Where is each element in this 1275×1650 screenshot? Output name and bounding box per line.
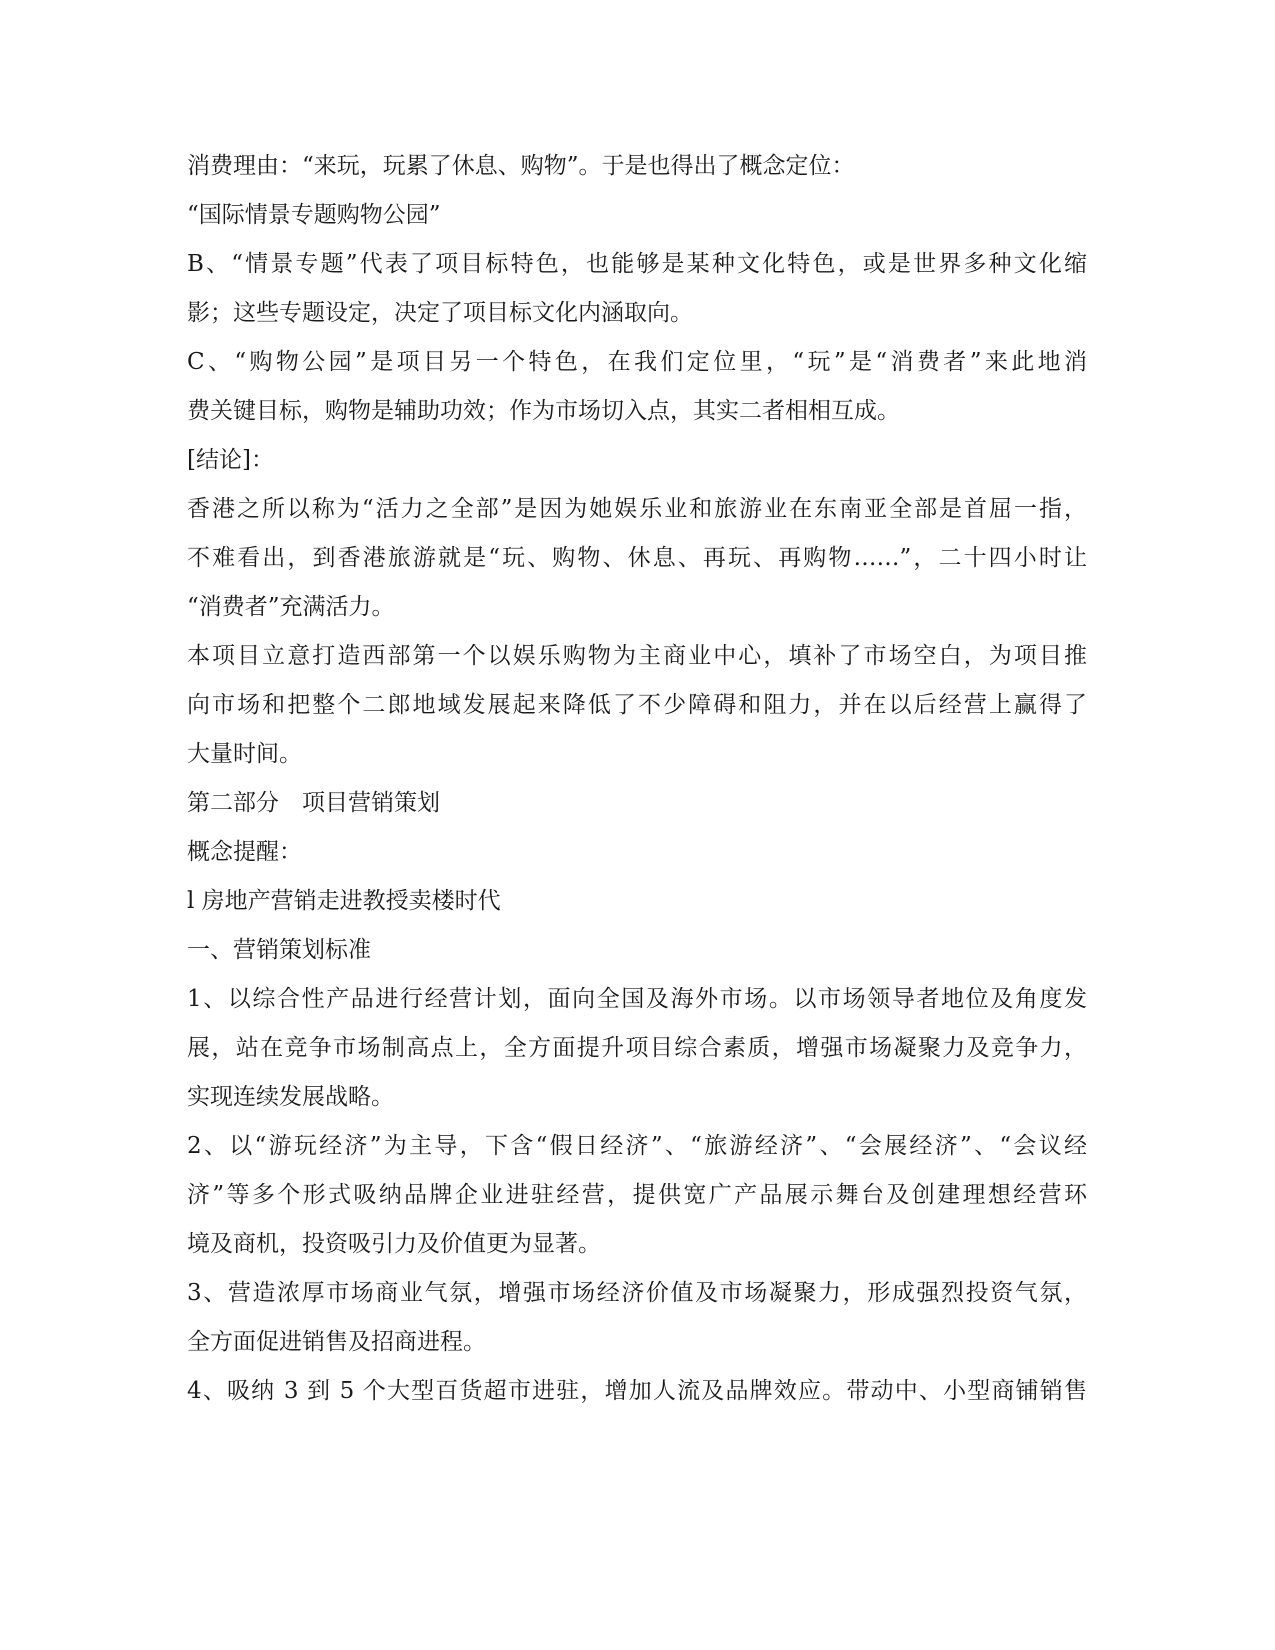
text-line: C、“购物公园”是项目另一个特色，在我们定位里，“玩”是“消费者”来此地消 bbox=[187, 349, 1087, 375]
text-line: 3、营造浓厚市场商业气氛，增强市场经济价值及市场凝聚力，形成强烈投资气氛， bbox=[187, 1280, 1087, 1306]
text-line: 香港之所以称为“活力之全部”是因为她娱乐业和旅游业在东南亚全部是首屈一指， bbox=[187, 496, 1087, 522]
text-line: 消费理由：“来玩，玩累了休息、购物”。于是也得出了概念定位： bbox=[187, 153, 855, 179]
text-line: 全方面促进销售及招商进程。 bbox=[187, 1329, 486, 1355]
text-line: 实现连续发展战略。 bbox=[187, 1084, 394, 1110]
subsection-heading: 一、营销策划标准 bbox=[187, 937, 371, 963]
text-line: 本项目立意打造西部第一个以娱乐购物为主商业中心，填补了市场空白，为项目推 bbox=[187, 643, 1087, 669]
section-heading: 第二部分 项目营销策划 bbox=[187, 790, 440, 816]
text-line: B、“情景专题”代表了项目标特色，也能够是某种文化特色，或是世界多种文化缩 bbox=[187, 251, 1087, 277]
text-line: 2、以“游玩经济”为主导，下含“假日经济”、“旅游经济”、“会展经济”、“会议经 bbox=[187, 1133, 1087, 1159]
text-line: l 房地产营销走进教授卖楼时代 bbox=[187, 888, 501, 914]
text-line: 4、吸纳 3 到 5 个大型百货超市进驻，增加人流及品牌效应。带动中、小型商铺销售 bbox=[187, 1378, 1087, 1404]
text-line: 大量时间。 bbox=[187, 741, 302, 767]
text-line: “消费者”充满活力。 bbox=[187, 594, 395, 620]
text-line: 济”等多个形式吸纳品牌企业进驻经营，提供宽广产品展示舞台及创建理想经营环 bbox=[187, 1182, 1087, 1208]
text-line: [结论]： bbox=[187, 447, 274, 473]
text-line: 影；这些专题设定，决定了项目标文化内涵取向。 bbox=[187, 300, 693, 326]
text-line: 不难看出，到香港旅游就是“玩、购物、休息、再玩、再购物……”，二十四小时让 bbox=[187, 545, 1087, 571]
text-line: “国际情景专题购物公园” bbox=[187, 202, 441, 228]
text-line: 1、以综合性产品进行经营计划，面向全国及海外市场。以市场领导者地位及角度发 bbox=[187, 986, 1087, 1012]
text-line: 概念提醒： bbox=[187, 839, 302, 865]
text-line: 向市场和把整个二郎地域发展起来降低了不少障碍和阻力，并在以后经营上赢得了 bbox=[187, 692, 1087, 718]
document-body bbox=[187, 142, 1087, 1416]
text-line: 费关键目标，购物是辅助功效；作为市场切入点，其实二者相相互成。 bbox=[187, 398, 900, 424]
text-line: 境及商机，投资吸引力及价值更为显著。 bbox=[187, 1231, 601, 1257]
text-line: 展，站在竞争市场制高点上，全方面提升项目综合素质，增强市场凝聚力及竞争力， bbox=[187, 1035, 1087, 1061]
